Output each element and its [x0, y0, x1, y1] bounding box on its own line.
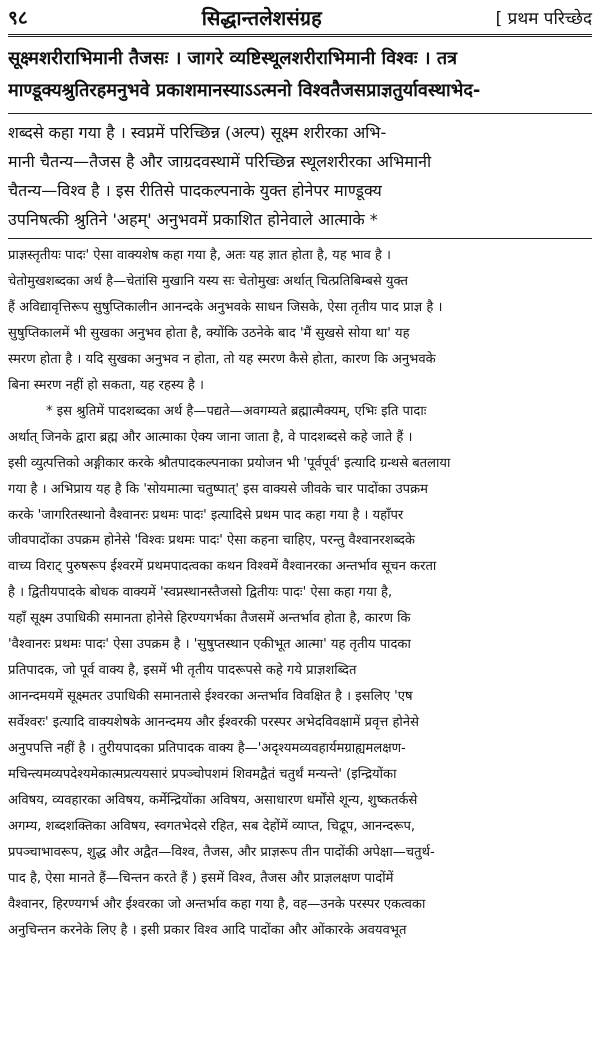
footnotes — [8, 239, 592, 944]
translation-line: मानी चैतन्य—तैजस है और जाग्रदवस्थामें परिच्छिन्न स्थूलशरीरका अभिमानी — [8, 152, 432, 171]
section-label: [ प्रथम परिच्छेद — [495, 8, 592, 29]
footnote-line: अनुपपत्ति नहीं है । तुरीयपादका प्रतिपादक वाक्य है—'अदृश्यमव्यवहार्यमग्राह्यमलक्षण- — [8, 741, 406, 757]
running-title: सिद्धान्तलेशसंग्रह — [201, 5, 322, 30]
footnote-line: मचिन्त्यमव्यपदेश्यमेकात्मप्रत्ययसारं प्रपञ्चोपशमं शिवमद्वैतं चतुर्थं मन्यन्ते' (इन्द्रियोंका — [8, 767, 397, 783]
footnote-line: है । द्वितीयपादके बोधक वाक्यमें 'स्वप्नस्थानस्तैजसो द्वितीयः पादः' ऐसा कहा गया है, — [8, 585, 393, 601]
footnote-line: प्राज्ञस्तृतीयः पादः' ऐसा वाक्यशेष कहा गया है, अतः यह ज्ञात होता है, यह भाव है । — [8, 248, 391, 263]
footnote-line: चेतोमुखशब्दका अर्थ है—चेतांसि मुखानि यस्य सः चेतोमुखः अर्थात् चित्प्रतिबिम्बसे युक्त — [8, 273, 408, 289]
footnote-line: वाच्य विराट् पुरुषरूप ईश्वरमें प्रथमपादत्वका कथन विश्वमें वैश्वानरका अन्तर्भाव सूचन करता — [8, 559, 437, 575]
footnote-line: अगम्य, शब्दशक्तिका अविषय, स्वगतभेदसे रहित, सब देहोंमें व्याप्त, चिद्रूप, आनन्दरूप, — [8, 818, 416, 834]
hindi-translation — [8, 114, 592, 239]
footnote-line: 'वैश्वानरः प्रथमः पादः' ऐसा उपक्रम है । 'सुषुप्तस्थान एकीभूत आत्मा' यह तृतीय पादका — [8, 637, 411, 653]
footnote-line: स्मरण होता है । यदि सुखका अनुभव न होता, तो यह स्मरण कैसे होता, कारण कि अनुभवके — [8, 351, 436, 367]
footnote-line: जीवपादोंका उपक्रम होनेसे 'विश्वः प्रथमः पादः' ऐसा कहना चाहिए, परन्तु वैश्वानरशब्दके — [8, 533, 415, 549]
footnote-line: सर्वेश्वरः' इत्यादि वाक्यशेषके आनन्दमय और ईश्वरकी परस्पर अभेदविवक्षामें प्रवृत्त होनेसे — [8, 715, 419, 731]
sanskrit-line: माण्डूक्यश्रुतिरहमनुभवे प्रकाशमानस्याऽऽत्मनो विश्वतैजसप्राज्ञतुर्यावस्थाभेद- — [8, 80, 481, 101]
footnote-line: अर्थात् जिनके द्वारा ब्रह्म और आत्माका ऐक्य जाना जाता है, वे पादशब्दसे कहे जाते हैं । — [8, 429, 413, 445]
footnote-line: अविषय, व्यवहारका अविषय, कर्मेन्द्रियोंका अविषय, असाधारण धर्मोंसे शून्य, शुष्कतर्कसे — [8, 793, 418, 809]
page-number: ९८ — [8, 7, 28, 29]
translation-line: चैतन्य—विश्व है । इस रीतिसे पादकल्पनाके युक्त होनेपर माण्डूक्य — [8, 181, 382, 200]
footnote-line: हैं अविद्यावृत्तिरूप सुषुप्तिकालीन आनन्दके अनुभवके साधन जिसके, ऐसा तृतीय पाद प्राज्ञ है । — [8, 299, 443, 315]
footnote-line: बिना स्मरण नहीं हो सकता, यह रहस्य है । — [8, 377, 204, 393]
page-header — [8, 0, 592, 37]
translation-line: शब्दसे कहा गया है । स्वप्नमें परिच्छिन्न (अल्प) सूक्ष्म शरीरका अभि- — [8, 123, 387, 142]
footnote-line: सुषुप्तिकालमें भी सुखका अनुभव होता है, क्योंकि उठनेके बाद 'मैं सुखसे सोया था' यह — [8, 325, 410, 341]
sanskrit-line: सूक्ष्मशरीराभिमानी तैजसः । जागरे व्यष्टिस्थूलशरीराभिमानी विश्वः । तत्र — [8, 48, 458, 69]
footnote-line: गया है । अभिप्राय यह है कि 'सोयमात्मा चतुष्पात्' इस वाक्यसे जीवके चार पादोंका उपक्रम — [8, 481, 428, 497]
footnote-line: इसी व्युत्पत्तिको अङ्गीकार करके श्रौतपादकल्पनाका प्रयोजन भी 'पूर्वपूर्व' इत्यादि ग्रन्थसे बतलाया — [8, 455, 451, 471]
footnote-line: यहाँ सूक्ष्म उपाधिकी समानता होनेसे हिरण्यगर्भका तैजसमें अन्तर्भाव होता है, कारण कि — [8, 611, 411, 627]
footnote-line: * इस श्रुतिमें पादशब्दका अर्थ है—पद्यते—अवगम्यते ब्रह्मात्मैक्यम्, एभिः इति पादाः — [46, 403, 427, 419]
footnote-line: अनुचिन्तन करनेके लिए है । इसी प्रकार विश्व आदि पादोंका और ओंकारके अवयवभूत — [8, 922, 407, 938]
footnote-line: प्रतिपादक, जो पूर्व वाक्य है, इसमें भी तृतीय पादरूपसे कहे गये प्राज्ञशब्दित — [8, 663, 357, 679]
sanskrit-text — [8, 43, 592, 114]
footnote-line: पाद है, ऐसा मानते हैं—चिन्तन करते हैं ) इसमें विश्व, तैजस और प्राज्ञलक्षण पादोंमें — [8, 870, 394, 886]
footnote-line: करके 'जागरितस्थानो वैश्वानरः प्रथमः पादः' इत्यादिसे प्रथम पाद कहा गया है । यहाँपर — [8, 507, 404, 523]
footnote-line: वैश्वानर, हिरण्यगर्भ और ईश्वरका जो अन्तर्भाव कहा गया है, वह—उनके परस्पर एकत्वका — [8, 896, 426, 912]
footnote-line: आनन्दमयमें सूक्ष्मतर उपाधिकी समानतासे ईश्वरका अन्तर्भाव विवक्षित है । इसलिए 'एष — [8, 689, 413, 705]
translation-line: उपनिषत्की श्रुतिने 'अहम्' अनुभवमें प्रकाशित होनेवाले आत्माके * — [8, 210, 378, 229]
footnote-line: प्रपञ्चाभावरूप, शुद्ध और अद्वैत—विश्व, तैजस, और प्राज्ञरूप तीन पादोंकी अपेक्षा—चतुर्थ- — [8, 844, 435, 860]
